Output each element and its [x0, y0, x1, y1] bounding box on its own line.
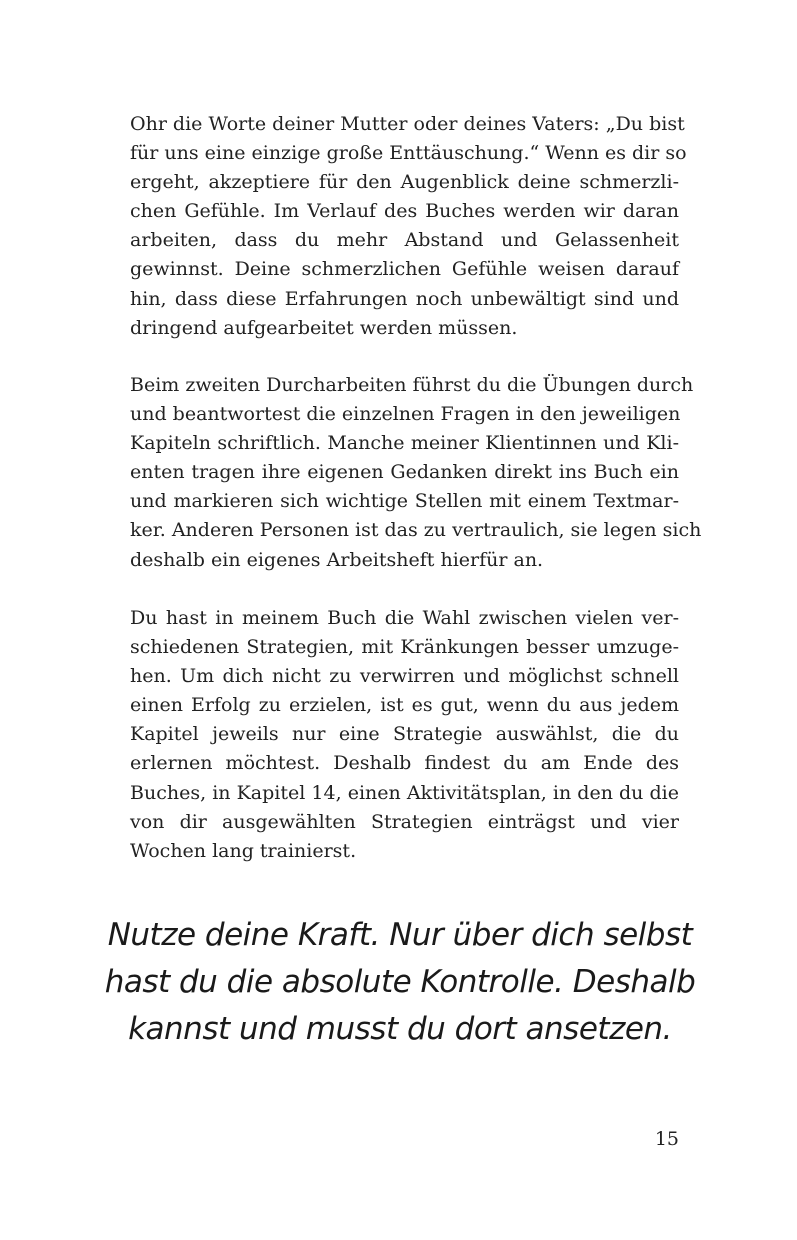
handwritten-quote [100, 912, 700, 1053]
paragraph-1 [130, 110, 687, 343]
paragraph-line: und markieren sich wichtige Stellen mit einem Textmar- [130, 490, 679, 513]
paragraph-line: dringend aufgearbeitet werden müssen. [130, 316, 518, 339]
paragraph-line: gewinnst. Deine schmerzlichen Gefühle weisen darauf [130, 258, 679, 281]
paragraph-line: einen Erfolg zu erzielen, ist es gut, wenn du aus jedem [130, 694, 679, 717]
paragraph-line: Kapitel jeweils nur eine Strategie auswählst, die du [130, 723, 679, 746]
paragraph-line: chen Gefühle. Im Verlauf des Buches werden wir daran [130, 200, 679, 223]
paragraph-2 [130, 371, 702, 575]
paragraph-line: ergeht, akzeptiere für den Augenblick deine schmerzli- [130, 171, 679, 194]
paragraph-line: ker. Anderen Personen ist das zu vertraulich, sie legen sich [130, 519, 702, 542]
paragraph-line: schiedenen Strategien, mit Kränkungen besser umzuge- [130, 636, 679, 659]
paragraph-line: hen. Um dich nicht zu verwirren und möglichst schnell [130, 665, 679, 688]
paragraph-line: arbeiten, dass du mehr Abstand und Gelassenheit [130, 229, 679, 252]
paragraph-line: Wochen lang trainierst. [130, 839, 357, 862]
paragraph-line: Du hast in meinem Buch die Wahl zwischen vielen ver- [130, 607, 679, 629]
page-number: 15 [654, 1128, 679, 1150]
paragraph-line: Ohr die Worte deiner Mutter oder deines Vaters: „Du bist [130, 113, 685, 135]
paragraph-line: enten tragen ihre eigenen Gedanken direkt ins Buch ein [130, 461, 679, 484]
quote-line: hast du die absolute Kontrolle. Deshalb [104, 964, 696, 1000]
paragraph-line: erlernen möchtest. Deshalb findest du am Ende des [130, 752, 679, 775]
quote-line: kannst und musst du dort ansetzen. [128, 1011, 672, 1047]
paragraph-3 [130, 604, 679, 866]
paragraph-line: Buches, in Kapitel 14, einen Aktivitätsplan, in den du die [130, 781, 679, 804]
paragraph-line: hin, dass diese Erfahrungen noch unbewältigt sind und [130, 287, 679, 310]
paragraph-line: Beim zweiten Durcharbeiten führst du die Übungen durch [130, 374, 694, 396]
paragraph-line: für uns eine einzige große Enttäuschung.“ Wenn es dir so [130, 142, 687, 165]
paragraph-line: und beantwortest die einzelnen Fragen in den jeweiligen [130, 403, 681, 426]
paragraph-line: Kapiteln schriftlich. Manche meiner Klientinnen und Kli- [130, 432, 679, 455]
quote-line: Nutze deine Kraft. Nur über dich selbst [107, 917, 693, 953]
paragraph-line: von dir ausgewählten Strategien einträgst und vier [130, 810, 679, 833]
paragraph-line: deshalb ein eigenes Arbeitsheft hierfür an. [130, 548, 544, 571]
